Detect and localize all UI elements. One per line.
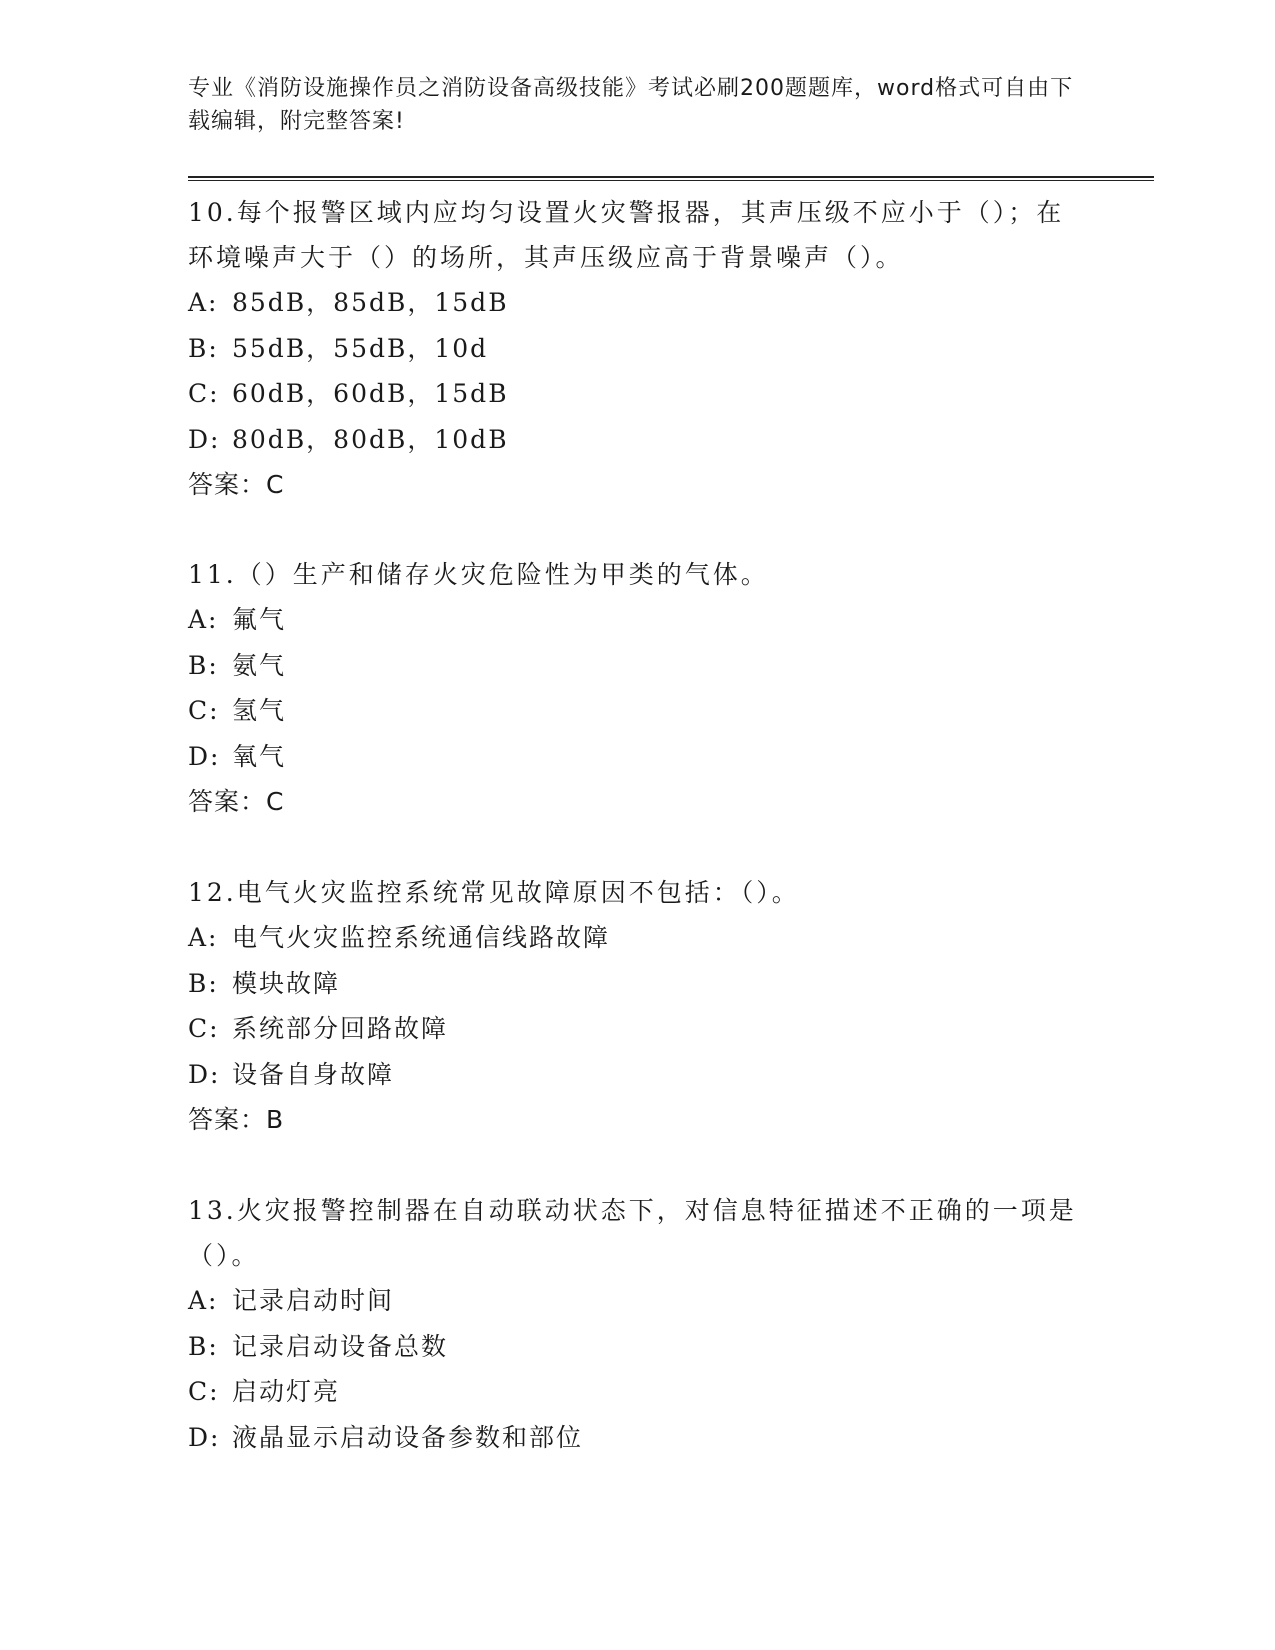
question-text: 12.电气火灾监控系统常见故障原因不包括：（）。	[188, 878, 800, 907]
option-text: 80dB，80dB，10dB	[232, 424, 509, 454]
option-d	[188, 734, 1088, 780]
document-header: 专业《消防设施操作员之消防设备高级技能》考试必刷200题题库，word格式可自由下载编辑，附完整答案!	[188, 76, 1074, 134]
option-b	[188, 961, 1088, 1007]
option-a	[188, 1278, 1088, 1324]
option-letter: B:	[188, 650, 219, 680]
option-text: 氟气	[232, 605, 287, 634]
answer-line: 答案：C	[188, 787, 285, 816]
option-letter: C:	[188, 696, 220, 725]
question-13	[188, 1188, 1088, 1460]
question-text: 11.（）生产和储存火灾危险性为甲类的气体。	[188, 560, 769, 589]
option-text: 设备自身故障	[232, 1059, 395, 1089]
option-letter: A:	[188, 1286, 219, 1315]
option-letter: D:	[188, 1422, 221, 1452]
option-a	[188, 597, 1088, 643]
option-letter: C:	[188, 1377, 220, 1406]
option-letter: A:	[188, 288, 219, 317]
question-text: 10.每个报警区域内应均匀设置火灾警报器，其声压级不应小于（）；在环境噪声大于（）的场所，其声压级应高于背景噪声（）。	[188, 198, 1065, 272]
question-text: 13.火灾报警控制器在自动联动状态下，对信息特征描述不正确的一项是（）。	[188, 1196, 1077, 1270]
option-text: 55dB，55dB，10d	[232, 333, 489, 363]
option-a	[188, 280, 1088, 326]
option-text: 记录启动时间	[232, 1286, 395, 1315]
option-text: 启动灯亮	[232, 1377, 341, 1406]
option-c	[188, 1006, 1088, 1052]
option-c	[188, 1369, 1088, 1415]
option-letter: B:	[188, 333, 219, 363]
option-letter: B:	[188, 1331, 219, 1361]
option-letter: C:	[188, 1014, 220, 1043]
option-b	[188, 326, 1088, 372]
option-d	[188, 417, 1088, 463]
option-a	[188, 915, 1088, 961]
option-text: 60dB，60dB，15dB	[232, 379, 509, 408]
option-letter: A:	[188, 923, 219, 952]
option-text: 记录启动设备总数	[232, 1331, 449, 1361]
option-text: 电气火灾监控系统通信线路故障	[232, 923, 611, 952]
option-text: 液晶显示启动设备参数和部位	[232, 1422, 584, 1452]
option-b	[188, 643, 1088, 689]
answer-line: 答案：C	[188, 470, 285, 499]
question-12	[188, 870, 1088, 1142]
option-text: 模块故障	[232, 968, 341, 998]
option-letter: A:	[188, 605, 219, 634]
option-text: 系统部分回路故障	[232, 1014, 449, 1043]
option-letter: D:	[188, 1059, 221, 1089]
option-letter: C:	[188, 379, 220, 408]
option-letter: D:	[188, 424, 221, 454]
option-letter: D:	[188, 741, 221, 771]
question-11	[188, 552, 1088, 824]
option-text: 氨气	[232, 650, 287, 680]
option-text: 85dB，85dB，15dB	[232, 288, 509, 317]
option-text: 氢气	[232, 696, 287, 725]
option-c	[188, 688, 1088, 734]
header-divider	[188, 176, 1154, 181]
answer-line: 答案：B	[188, 1105, 285, 1134]
option-d	[188, 1052, 1088, 1098]
option-letter: B:	[188, 968, 219, 998]
option-text: 氧气	[232, 741, 287, 771]
option-d	[188, 1415, 1088, 1461]
question-10	[188, 190, 1088, 507]
option-c	[188, 371, 1088, 417]
option-b	[188, 1324, 1088, 1370]
